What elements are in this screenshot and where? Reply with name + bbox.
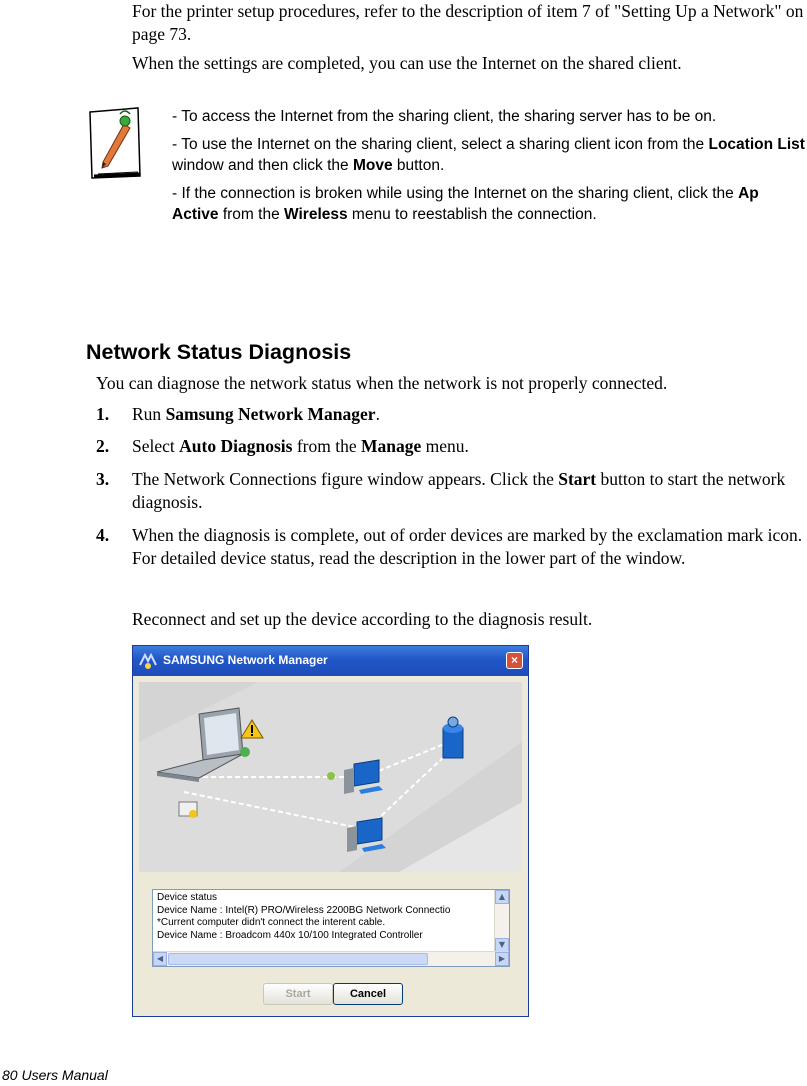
note-reconnect: - If the connection is broken while using the Internet on the sharing client, click the Ap Active from the Wireless menu to reestablish the connection. — [172, 185, 759, 223]
step-1: 1. Run Samsung Network Manager. — [96, 404, 380, 424]
reconnect-text: Reconnect and set up the device according to the diagnosis result. — [132, 609, 593, 629]
section-intro: You can diagnose the network status when the network is not properly connected. — [96, 373, 668, 393]
network-diagram — [139, 682, 522, 872]
scroll-thumb[interactable] — [168, 953, 428, 965]
printer-setup-note: For the printer setup procedures, refer to the description of item 7 of "Setting Up a Network" on page 73. — [132, 1, 804, 44]
window-title: SAMSUNG Network Manager — [163, 653, 328, 667]
status-line: Device Name : Intel(R) PRO/Wireless 2200BG Network Connectio — [157, 904, 451, 916]
status-ok-icon — [240, 747, 250, 757]
close-button[interactable]: × — [506, 652, 523, 669]
note-pencil-icon — [88, 106, 146, 182]
scroll-up-icon[interactable]: ▲ — [495, 890, 509, 904]
settings-completed-text: When the settings are completed, you can use the Internet on the shared client. — [132, 53, 682, 73]
device-status-box[interactable] — [152, 889, 510, 967]
link-ok-icon — [327, 772, 335, 780]
step-number: 1. — [96, 404, 110, 424]
status-line: Device status — [157, 892, 218, 903]
step-3: 3. The Network Connections figure window appears. Click the Start button to start the network diagnosis. — [96, 469, 786, 512]
adapter-icon — [179, 802, 197, 818]
step-number: 4. — [96, 525, 110, 545]
horizontal-scrollbar[interactable] — [153, 951, 509, 966]
note-move-client: - To use the Internet on the sharing client, select a sharing client icon from the Location List window and then click the Move button. — [172, 136, 805, 174]
step-2: 2. Select Auto Diagnosis from the Manage menu. — [96, 436, 469, 456]
scroll-right-icon[interactable]: ▶ — [495, 952, 509, 966]
vertical-scrollbar[interactable] — [494, 890, 509, 952]
step-number: 3. — [96, 469, 110, 489]
start-button[interactable]: Start — [263, 983, 333, 1005]
status-line: *Current computer didn't connect the interent cable. — [157, 917, 386, 928]
notes-block — [172, 106, 806, 232]
step-4: 4. When the diagnosis is complete, out of order devices are marked by the exclamation mark icon. For detailed device status, read the description in the lower part of the window. — [96, 525, 803, 568]
network-manager-window — [132, 645, 529, 1017]
step-number: 2. — [96, 436, 110, 456]
note-server-on: - To access the Internet from the sharing client, the sharing server has to be on. — [172, 108, 717, 125]
scroll-down-icon[interactable]: ▼ — [495, 938, 509, 952]
page-footer: 80 Users Manual — [2, 1067, 108, 1083]
status-line: Device Name : Broadcom 440x 10/100 Integrated Controller — [157, 929, 423, 941]
window-titlebar[interactable] — [133, 646, 528, 676]
network-manager-logo-icon — [138, 651, 158, 671]
section-title: Network Status Diagnosis — [86, 340, 352, 364]
scroll-left-icon[interactable]: ◀ — [153, 952, 167, 966]
cancel-button[interactable]: Cancel — [333, 983, 403, 1005]
device-status-text — [157, 892, 487, 942]
